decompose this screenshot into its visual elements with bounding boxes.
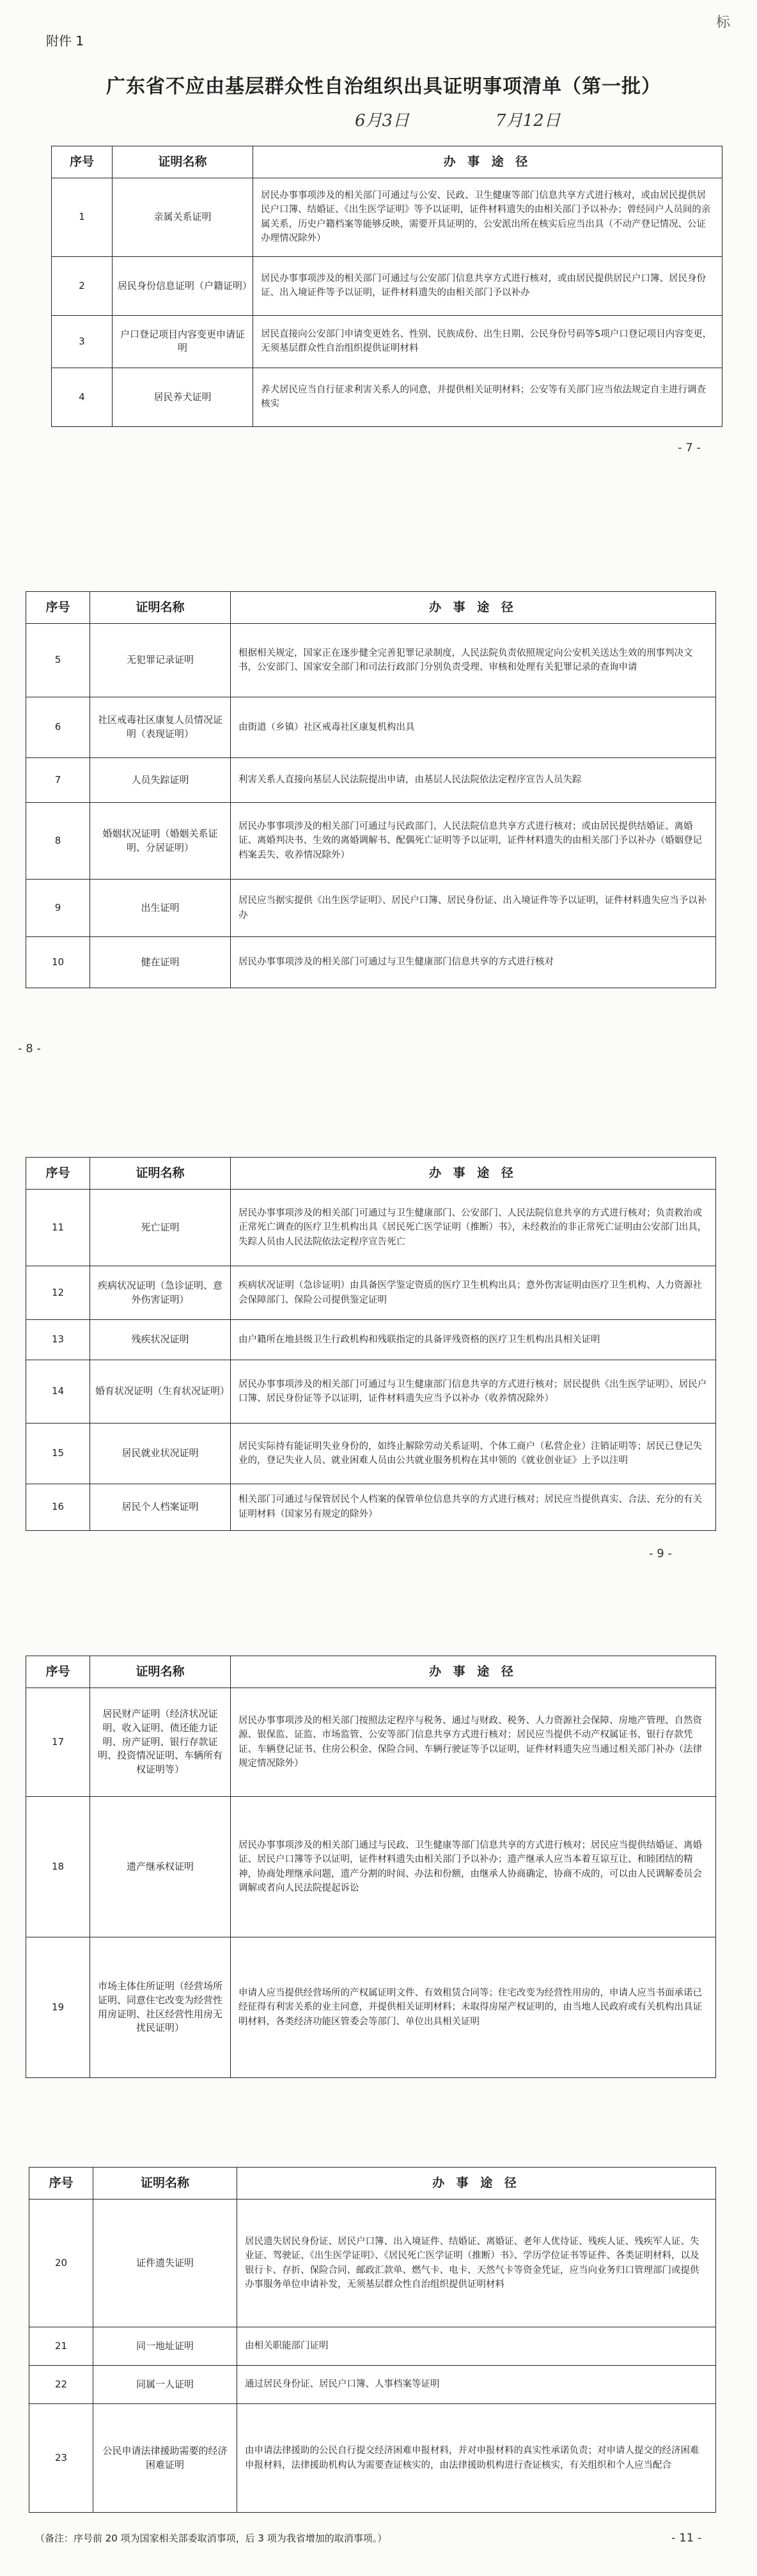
row-no: 13: [26, 1320, 90, 1360]
table-row: [29, 2404, 716, 2513]
header-path: 办 事 途 径: [231, 1656, 716, 1688]
attachment-label: 附件 1: [46, 33, 84, 49]
table-row: [26, 803, 716, 880]
row-no: 1: [52, 178, 113, 257]
handwritten-date-left: 6月3日: [355, 111, 410, 130]
table-row: [26, 1797, 716, 1937]
row-name: 婚姻状况证明（婚姻关系证明、分居证明）: [90, 803, 231, 880]
row-name: 同一地址证明: [93, 2327, 237, 2366]
row-path: 养犬居民应当自行征求利害关系人的同意，并提供相关证明材料；公安等有关部门应当依法规定自主进行调查核实: [253, 368, 722, 426]
row-no: 2: [52, 256, 113, 315]
row-no: 16: [26, 1484, 90, 1530]
row-no: 6: [26, 697, 90, 758]
header-path: 办 事 途 径: [231, 592, 716, 624]
row-path: 居民实际持有能证明失业身份的，如终止解除劳动关系证明、个体工商户（私营企业）注销证明等；居民已登记失业的，登记失业人员、就业困难人员由公共就业服务机构在其申领的《就业创业证》上予以注明: [231, 1424, 716, 1484]
row-name: 市场主体住所证明（经营场所证明、同意住宅改变为经营性用房证明、社区经营性用房无扰民证明）: [90, 1937, 231, 2078]
table-header-row: [26, 592, 716, 624]
row-name: 无犯罪记录证明: [90, 624, 231, 697]
row-name: 居民就业状况证明: [90, 1424, 231, 1484]
table-row: [26, 624, 716, 697]
row-name: 公民申请法律援助需要的经济困难证明: [93, 2404, 237, 2513]
row-no: 21: [29, 2327, 93, 2366]
table-row: [26, 1360, 716, 1423]
table-row: [52, 256, 722, 315]
table-row: [52, 178, 722, 257]
table-header-row: [26, 1656, 716, 1688]
header-name: 证明名称: [93, 2168, 237, 2200]
row-path: 由户籍所在地县级卫生行政机构和残联指定的具备评残资格的医疗卫生机构出具相关证明: [231, 1320, 716, 1360]
corner-mark: 标: [716, 15, 731, 31]
row-path: 由街道（乡镇）社区戒毒社区康复机构出具: [231, 697, 716, 758]
row-path: 疾病状况证明（急诊证明）由具备医学鉴定资质的医疗卫生机构出具；意外伤害证明由医疗卫生机构、人力资源社会保障部门、保险公司提供鉴定证明: [231, 1266, 716, 1320]
table-row: [26, 1266, 716, 1320]
row-no: 8: [26, 803, 90, 880]
row-name: 婚育状况证明（生育状况证明）: [90, 1360, 231, 1423]
row-no: 22: [29, 2366, 93, 2404]
row-no: 14: [26, 1360, 90, 1423]
row-no: 5: [26, 624, 90, 697]
row-path: 居民应当据实提供《出生医学证明》、居民户口簿、居民身份证、出入境证件等予以证明，证件材料遗失应当予以补办: [231, 880, 716, 937]
row-name: 证件遗失证明: [93, 2200, 237, 2327]
row-no: 12: [26, 1266, 90, 1320]
row-name: 居民身份信息证明（户籍证明）: [113, 256, 253, 315]
row-no: 23: [29, 2404, 93, 2513]
table-row: [26, 1937, 716, 2078]
table-page-10: [26, 1656, 716, 2078]
row-path: 申请人应当提供经营场所的产权属证明文件、有效租赁合同等；住宅改变为经营性用房的，申请人应当书面承诺已经征得有利害关系的业主同意，并提供相关证明材料；未取得房屋产权证明的，由当地人民政府或有关机构出具证明材料，各类经济功能区管委会等部门、单位出具相关证明: [231, 1937, 716, 2078]
row-path: 由相关职能部门证明: [237, 2327, 716, 2366]
header-no: 序号: [26, 1158, 90, 1190]
header-no: 序号: [26, 1656, 90, 1688]
header-name: 证明名称: [90, 1158, 231, 1190]
header-no: 序号: [29, 2168, 93, 2200]
table-row: [29, 2200, 716, 2327]
header-name: 证明名称: [90, 592, 231, 624]
row-path: 居民办事事项涉及的相关部门可通过与卫生健康部门信息共享的方式进行核对；居民提供《出生医学证明》、居民户口簿、居民身份证等予以证明，证件材料遗失应当予以补办（收养情况除外）: [231, 1360, 716, 1423]
row-no: 17: [26, 1688, 90, 1797]
page-title: 广东省不应由基层群众性自治组织出具证明事项清单（第一批）: [106, 75, 661, 98]
row-path: 居民办事事项涉及的相关部门可通过与卫生健康部门、公安部门、人民法院信息共享的方式进行核对；负责救治或正常死亡调查的医疗卫生机构出具《居民死亡医学证明（推断）书》，未经救治的非正常死亡证明由公安部门出具，失踪人员由人民法院依法定程序宣告死亡: [231, 1190, 716, 1266]
row-no: 10: [26, 937, 90, 988]
row-no: 11: [26, 1190, 90, 1266]
table-row: [26, 937, 716, 988]
row-name: 亲属关系证明: [113, 178, 253, 257]
row-name: 居民养犬证明: [113, 368, 253, 426]
table-header-row: [26, 1158, 716, 1190]
row-path: 根据相关规定，国家正在逐步健全完善犯罪记录制度，人民法院负责依照规定向公安机关送达生效的刑事判决文书，公安部门、国家安全部门和司法行政部门分别负责受理、审核和处理有关犯罪记录的查询申请: [231, 624, 716, 697]
footnote: （备注：序号前 20 项为国家相关部委取消事项，后 3 项为我省增加的取消事项。）: [35, 2533, 387, 2544]
row-no: 15: [26, 1424, 90, 1484]
row-path: 居民办事事项涉及的相关部门可通过与公安、民政、卫生健康等部门信息共享方式进行核对，或由居民提供居民户口簿、结婚证、《出生医学证明》等予以证明，证件材料遗失的由相关部门予以补办；曾经同户人员间的亲属关系，历史户籍档案等能够反映，需要开具证明的，公安派出所在核实后应当出具（不动产登记情况、公证办理情况除外）: [253, 178, 722, 257]
table-row: [26, 697, 716, 758]
table-row: [26, 1190, 716, 1266]
page-number: - 7 -: [678, 441, 701, 454]
header-path: 办 事 途 径: [237, 2168, 716, 2200]
header-name: 证明名称: [113, 146, 253, 178]
table-row: [29, 2327, 716, 2366]
table-row: [26, 1320, 716, 1360]
row-name: 遗产继承权证明: [90, 1797, 231, 1937]
row-name: 居民个人档案证明: [90, 1484, 231, 1530]
table-row: [26, 1424, 716, 1484]
row-path: 相关部门可通过与保管居民个人档案的保管单位信息共享的方式进行核对；居民应当提供真实、合法、充分的有关证明材料（国家另有规定的除外）: [231, 1484, 716, 1530]
row-name: 社区戒毒社区康复人员情况证明（表现证明）: [90, 697, 231, 758]
row-path: 由申请法律援助的公民自行提交经济困难申报材料，并对申报材料的真实性承诺负责；对申请人提交的经济困难申报材料，法律援助机构认为需要查证核实的，由法律援助机构进行查证核实，有关组织和个人应当配合: [237, 2404, 716, 2513]
page-number: - 8 -: [18, 1042, 41, 1055]
row-path: 居民办事事项涉及的相关部门按照法定程序与税务、通过与财政、税务、人力资源社会保障、房地产管理、自然资源、银保监、证监、市场监管、公安等部门信息共享方式进行核对；居民应当提供不动产权属证书、银行存款凭证、车辆登记证书、住房公积金、保险合同、车辆行驶证等予以证明，证件材料遗失应当通过相关部门补办（法律规定情况除外）: [231, 1688, 716, 1797]
row-name: 健在证明: [90, 937, 231, 988]
row-no: 20: [29, 2200, 93, 2327]
row-no: 18: [26, 1797, 90, 1937]
table-page-7: [51, 146, 722, 427]
row-name: 死亡证明: [90, 1190, 231, 1266]
header-no: 序号: [52, 146, 113, 178]
page-number: - 11 -: [671, 2531, 702, 2545]
row-name: 居民财产证明（经济状况证明、收入证明、债还能力证明、房产证明、银行存款证明、投资情况证明、车辆所有权证明等）: [90, 1688, 231, 1797]
table-row: [26, 1484, 716, 1530]
header-name: 证明名称: [90, 1656, 231, 1688]
table-header-row: [29, 2168, 716, 2200]
row-no: 3: [52, 315, 113, 368]
table-row: [52, 315, 722, 368]
row-no: 9: [26, 880, 90, 937]
row-path: 居民办事事项涉及的相关部门可通过与公安部门信息共享方式进行核对，或由居民提供居民户口簿、居民身份证、出入境证件等予以证明，证件材料遗失的由相关部门予以补办: [253, 256, 722, 315]
table-header-row: [52, 146, 722, 178]
header-path: 办 事 途 径: [253, 146, 722, 178]
header-no: 序号: [26, 592, 90, 624]
row-path: 居民办事事项涉及的相关部门可通过与卫生健康部门信息共享的方式进行核对: [231, 937, 716, 988]
handwritten-date-right: 7月12日: [496, 111, 561, 130]
page-number: - 9 -: [649, 1547, 672, 1560]
row-name: 同属一人证明: [93, 2366, 237, 2404]
row-path: 居民直接向公安部门申请变更姓名、性别、民族成份、出生日期、公民身份号码等5项户口登记项目内容变更，无须基层群众性自治组织提供证明材料: [253, 315, 722, 368]
row-path: 通过居民身份证、居民户口簿、人事档案等证明: [237, 2366, 716, 2404]
row-name: 出生证明: [90, 880, 231, 937]
row-no: 4: [52, 368, 113, 426]
row-path: 居民办事事项涉及的相关部门通过与民政、卫生健康等部门信息共享的方式进行核对；居民应当提供结婚证、离婚证、居民户口簿等予以证明，证件材料遗失由相关部门予以补办；遗产继承人应当本着互谅互让、和睦团结的精神，协商处理继承问题，遗产分割的时间、办法和份额，由继承人协商确定，协商不成的，可以由人民调解委员会调解或者向人民法院提起诉讼: [231, 1797, 716, 1937]
row-no: 7: [26, 758, 90, 803]
table-row: [26, 880, 716, 937]
row-name: 人员失踪证明: [90, 758, 231, 803]
table-page-11: [29, 2167, 716, 2513]
row-path: 居民遗失居民身份证、居民户口簿、出入境证件、结婚证、离婚证、老年人优待证、残疾人证、残疾军人证、失业证、驾驶证、《出生医学证明》、《居民死亡医学证明（推断）书》、学历学位证书等证件、各类证明材料，以及银行卡、存折、保险合同、邮政汇款单、燃气卡、电卡、天然气卡等资金凭证，应当向业务归口管理部门或提供办事服务单位申请补发，无须基层群众性自治组织提供证明材料: [237, 2200, 716, 2327]
row-no: 19: [26, 1937, 90, 2078]
header-path: 办 事 途 径: [231, 1158, 716, 1190]
row-path: 居民办事事项涉及的相关部门可通过与民政部门、人民法院信息共享方式进行核对；或由居民提供结婚证、离婚证、离婚判决书、生效的离婚调解书、配偶死亡证明等予以证明，证件材料遗失的由相关部门予以补办（婚姻登记档案丢失、收养情况除外）: [231, 803, 716, 880]
row-name: 户口登记项目内容变更申请证明: [113, 315, 253, 368]
row-name: 残疾状况证明: [90, 1320, 231, 1360]
row-name: 疾病状况证明（急诊证明、意外伤害证明）: [90, 1266, 231, 1320]
table-row: [26, 758, 716, 803]
table-page-8: [26, 591, 716, 988]
table-row: [26, 1688, 716, 1797]
table-row: [29, 2366, 716, 2404]
table-row: [52, 368, 722, 426]
row-path: 利害关系人直接向基层人民法院提出申请，由基层人民法院依法定程序宣告人员失踪: [231, 758, 716, 803]
table-page-9: [26, 1157, 716, 1531]
